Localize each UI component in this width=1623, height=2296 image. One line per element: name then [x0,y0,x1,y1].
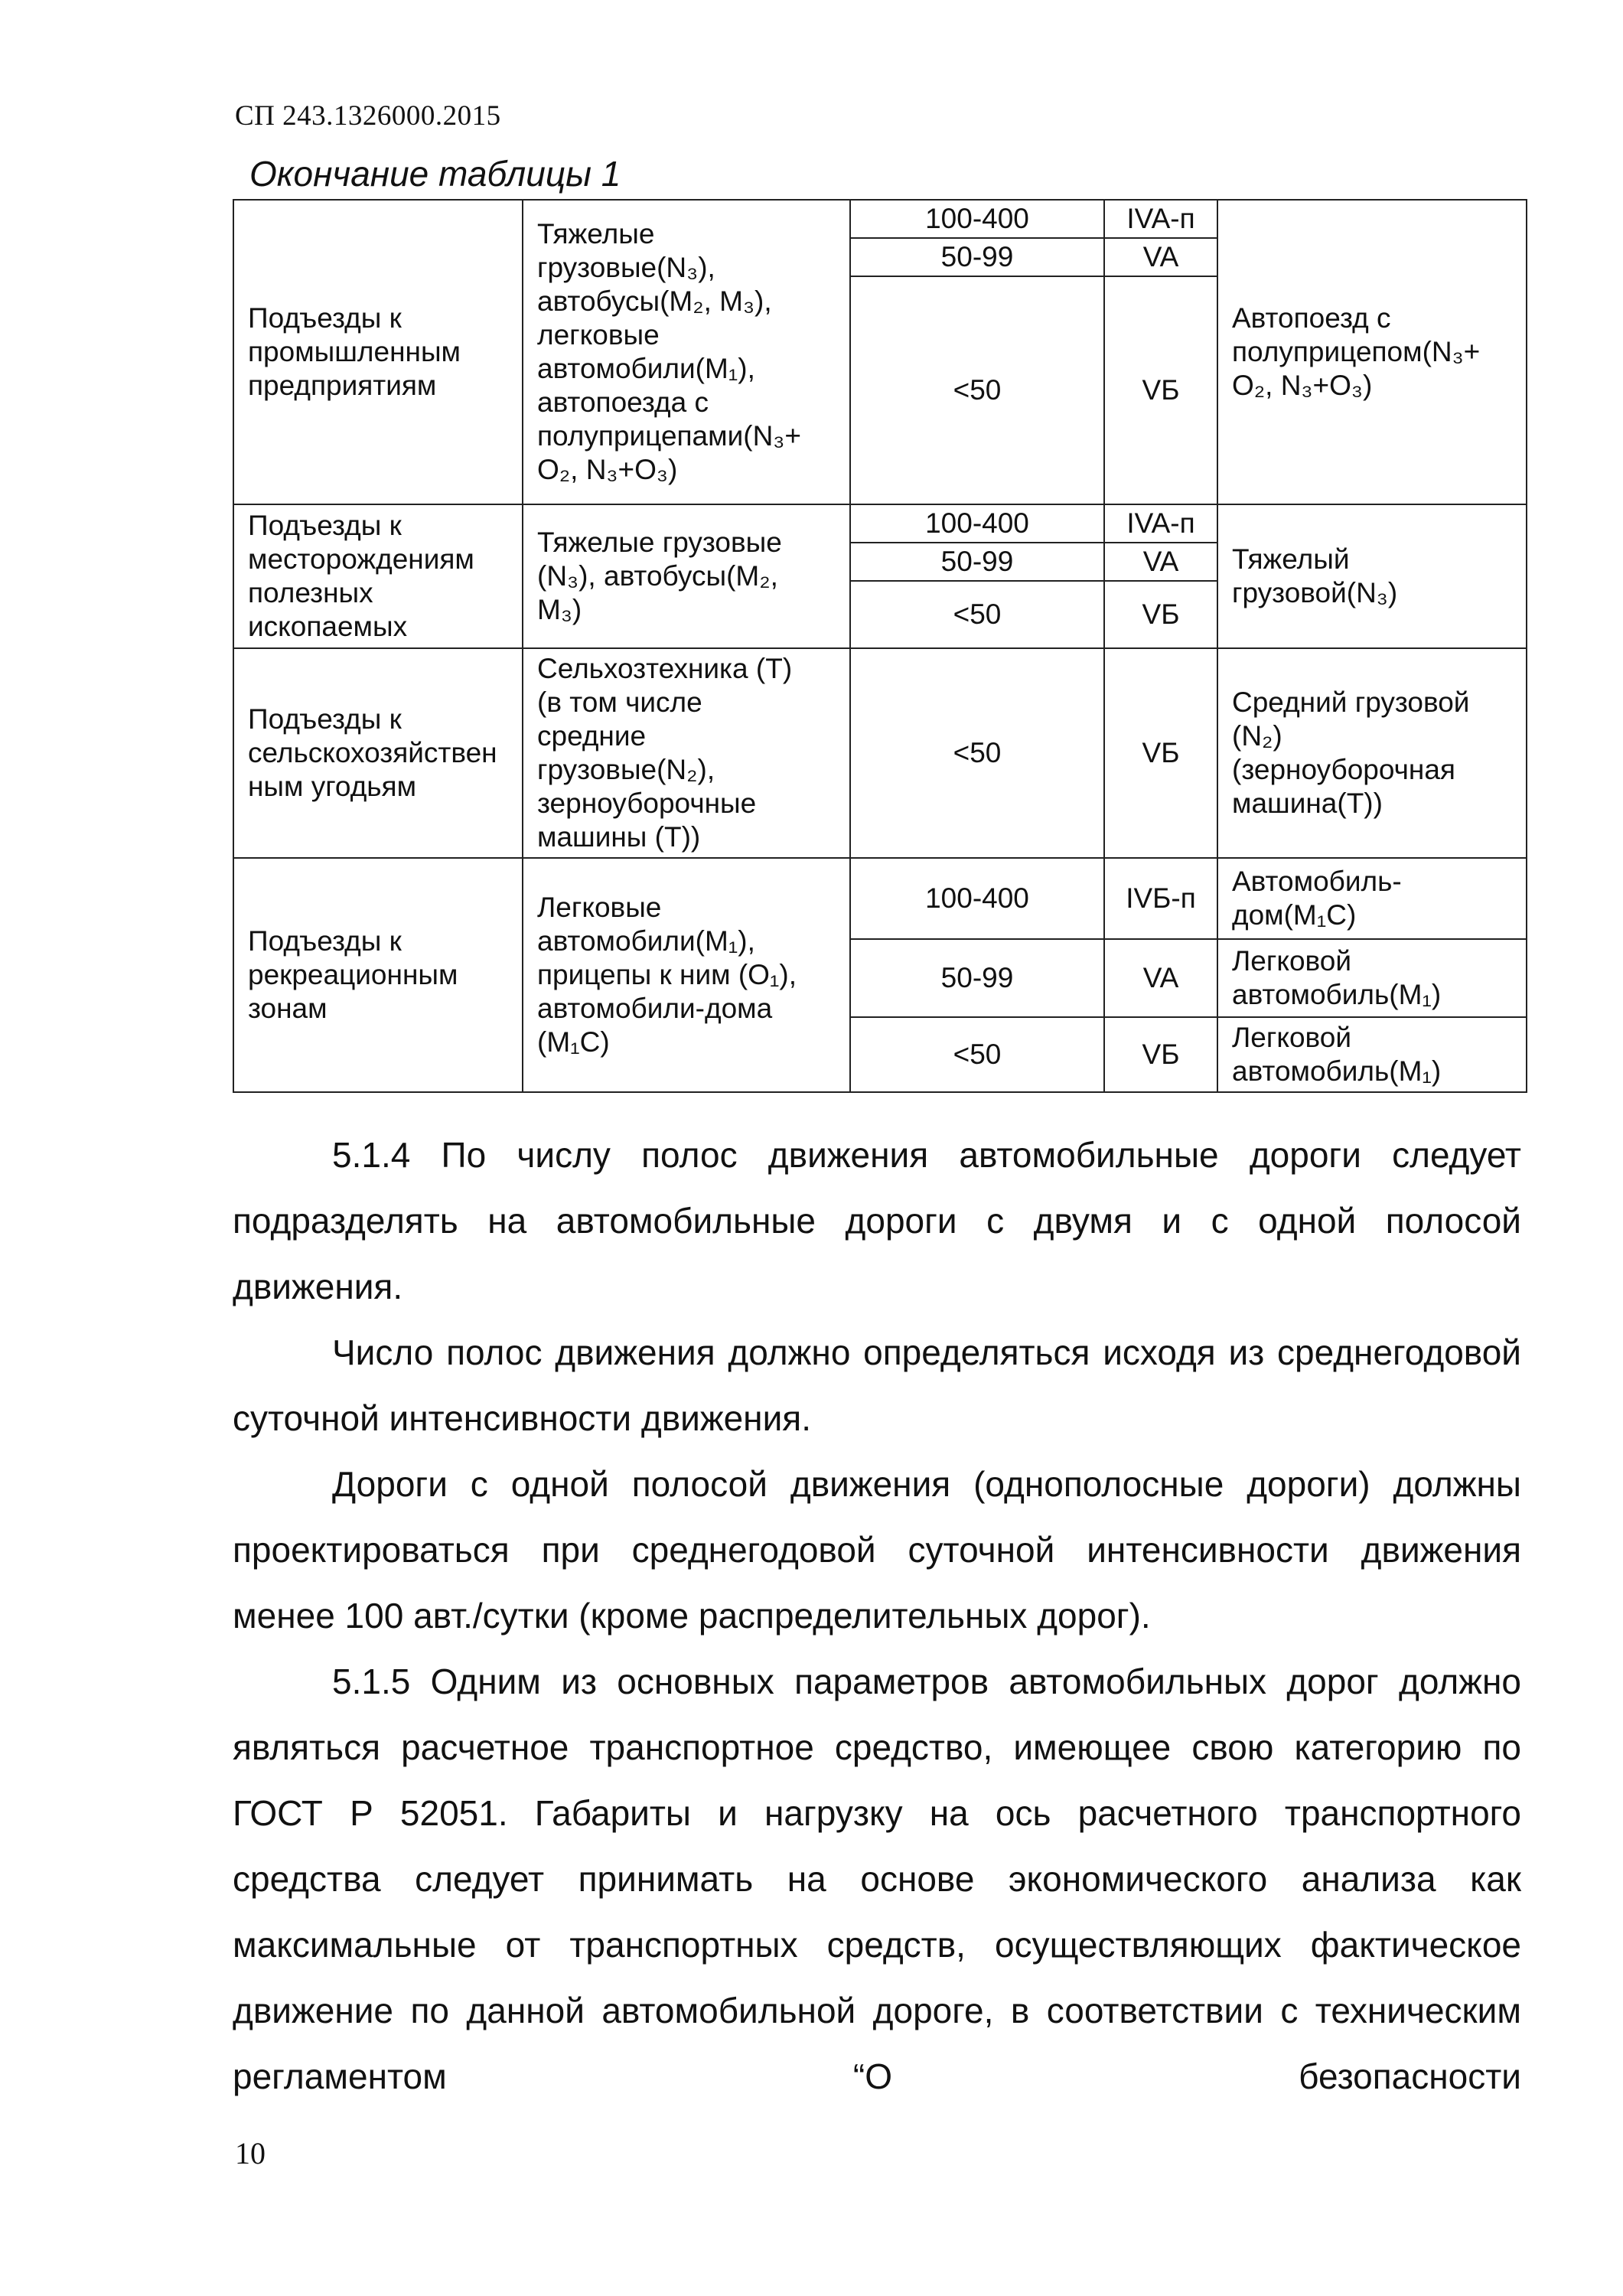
table-row [233,648,1527,858]
intensity-cell: 100-400 [850,200,1104,238]
intensity-cell: <50 [850,581,1104,648]
table-caption: Окончание таблицы 1 [249,154,621,194]
vehicles-cell: Тяжелые грузовые(N₃), автобусы(M₂, M₃), легковые автомобили(M₁), автопоезда с полуприцепами(N₃+ O₂, N₃+O₃) [523,200,850,504]
category-cell: IVБ-п [1104,858,1217,939]
intensity-cell: <50 [850,648,1104,858]
purpose-cell: Подъезды к рекреационным зонам [233,858,523,1092]
intensity-cell: <50 [850,276,1104,504]
intensity-cell: 100-400 [850,858,1104,939]
vehicles-cell: Легковые автомобили(M₁), прицепы к ним (O₁), автомобили-дома (M₁C) [523,858,850,1092]
category-cell: VA [1104,238,1217,276]
page-number: 10 [235,2136,266,2170]
intensity-cell: 50-99 [850,543,1104,581]
category-cell: IVA-п [1104,504,1217,543]
paragraph-lanes-count: Число полос движения должно определяться исходя из среднегодовой суточной интенсивности движения. [233,1332,1521,1438]
category-cell: VБ [1104,276,1217,504]
purpose-cell: Подъезды к сельскохозяйствен ным угодьям [233,648,523,858]
category-cell: VA [1104,939,1217,1017]
design-vehicle-cell: Средний грузовой (N₂) (зерноуборочная машина(Т)) [1217,648,1527,858]
purpose-cell: Подъезды к промышленным предприятиям [233,200,523,504]
table-row [233,200,1527,238]
intensity-cell: 50-99 [850,238,1104,276]
category-cell: IVA-п [1104,200,1217,238]
paragraph-5-1-4: 5.1.4 По числу полос движения автомобильные дороги следует подразделять на автомобильные дороги с двумя и с одной полосой движения. [233,1135,1521,1306]
design-vehicle-cell: Легковой автомобиль(M₁) [1217,939,1527,1017]
paragraph-single-lane: Дороги с одной полосой движения (однополосные дороги) должны проектироваться при среднегодовой суточной интенсивности движения менее 100 авт./сутки (кроме распределительных дорог). [233,1464,1521,1636]
vehicles-cell: Тяжелые грузовые (N₃), автобусы(M₂, M₃) [523,504,850,648]
paragraph-5-1-5: 5.1.5 Одним из основных параметров автомобильных дорог должно являться расчетное транспортное средство, имеющее свою категорию по ГОСТ Р 52051. Габариты и нагрузку на ось расчетного транспортного средства следует принимать на основе экономического анализа как максимальные от транспортных средств, осуществляющих фактическое движение по данной автомобильной дороге, в соответствии с техническим регламентом “О безопасности [233,1662,1521,2096]
table-row [233,858,1527,939]
design-vehicle-cell: Легковой автомобиль(M₁) [1217,1017,1527,1092]
intensity-cell: 100-400 [850,504,1104,543]
document-code: СП 243.1326000.2015 [235,100,501,132]
purpose-cell: Подъезды к месторождениям полезных ископаемых [233,504,523,648]
road-category-table [233,199,1527,1093]
category-cell: VA [1104,543,1217,581]
vehicles-cell: Сельхозтехника (Т) (в том числе средние грузовые(N₂), зерноуборочные машины (Т)) [523,648,850,858]
design-vehicle-cell: Тяжелый грузовой(N₃) [1217,504,1527,648]
design-vehicle-cell: Автопоезд с полуприцепом(N₃+ O₂, N₃+O₃) [1217,200,1527,504]
category-cell: VБ [1104,581,1217,648]
category-cell: VБ [1104,648,1217,858]
category-cell: VБ [1104,1017,1217,1092]
intensity-cell: <50 [850,1017,1104,1092]
design-vehicle-cell: Автомобиль- дом(M₁C) [1217,858,1527,939]
table-row [233,504,1527,543]
intensity-cell: 50-99 [850,939,1104,1017]
body-text [233,1122,1521,2109]
